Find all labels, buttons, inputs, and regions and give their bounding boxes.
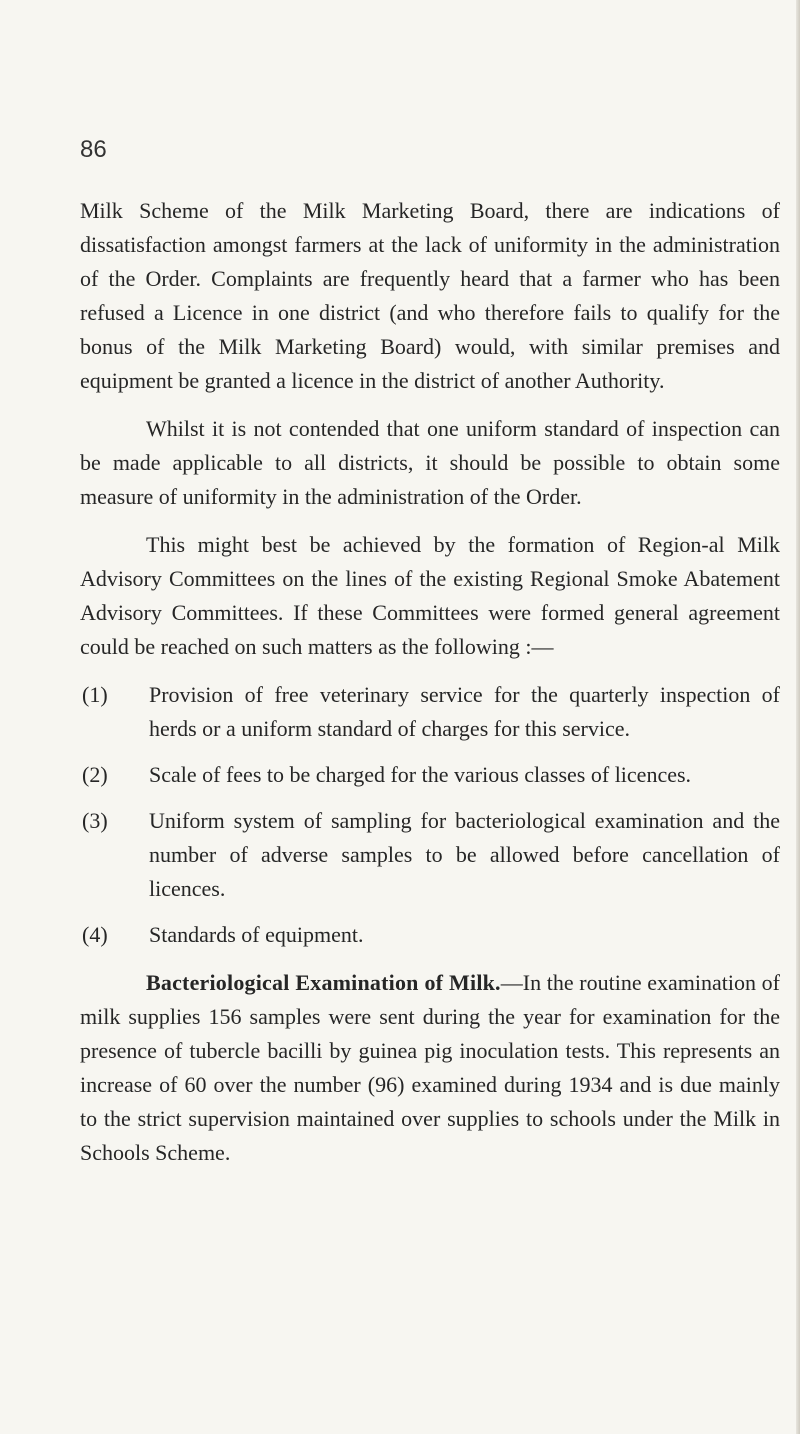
paragraph-uniformity: Whilst it is not contended that one uniform standard of inspection can be made applicable to all districts, it should be possible to obtain some measure of uniformity in the administration of the Order. [80, 416, 780, 509]
section-heading: Bacteriological Examination of Milk. [146, 970, 501, 995]
page-number: 86 [80, 136, 107, 163]
list-item [80, 918, 780, 952]
list-item-text: Scale of fees to be charged for the various classes of licences. [149, 762, 692, 787]
list-item-text: Standards of equipment. [149, 922, 364, 947]
paragraph-regional-committees: This might best be achieved by the formation of Region-al Milk Advisory Committees on the lines of the existing Regional Smoke Abatement Advisory Committees. If these Committees were formed general agreement could be reached on such matters as the following :— [80, 532, 780, 659]
list-item-number: (3) [82, 808, 108, 833]
list-item [80, 804, 780, 906]
list-item-number: (2) [82, 762, 108, 787]
document-body [80, 194, 780, 1170]
matters-list [80, 678, 780, 952]
list-item-number: (4) [82, 922, 108, 947]
paragraph-bacteriological-examination [80, 966, 780, 1170]
list-item [80, 758, 780, 792]
list-item-text: Uniform system of sampling for bacteriological examination and the number of adverse samples to be allowed before cancellation of licences. [149, 808, 780, 901]
page-edge [796, 0, 800, 1434]
list-item-text: Provision of free veterinary service for the quarterly inspection of herds or a uniform standard of charges for this service. [149, 682, 780, 741]
paragraph-milk-scheme: Milk Scheme of the Milk Marketing Board, there are indications of dissatisfaction amongst farmers at the lack of uniformity in the administration of the Order. Complaints are frequently heard that a farmer who has been refused a Licence in one district (and who therefore fails to qualify for the bonus of the Milk Marketing Board) would, with similar premises and equipment be granted a licence in the district of another Authority. [80, 198, 780, 393]
list-item [80, 678, 780, 746]
list-item-number: (1) [82, 682, 108, 707]
section-text: —In the routine examination of milk supplies 156 samples were sent during the year for examination for the presence of tubercle bacilli by guinea pig inoculation tests. This represents an increase of 60 over the number (96) examined during 1934 and is due mainly to the strict supervision maintained over supplies to schools under the Milk in Schools Scheme. [80, 970, 780, 1165]
